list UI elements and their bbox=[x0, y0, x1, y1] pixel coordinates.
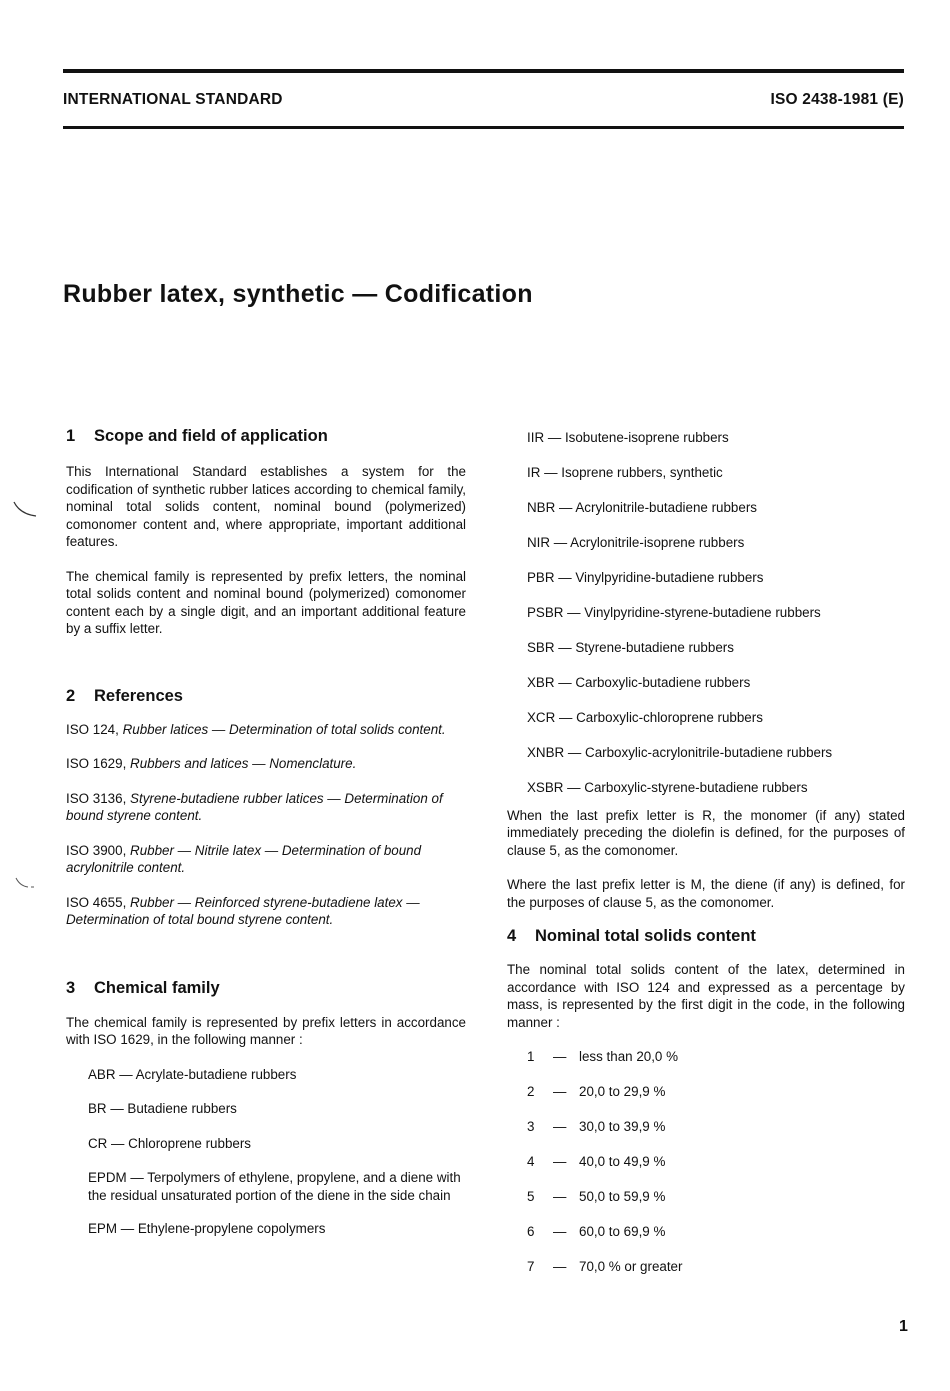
prefix-code-item: XNBR — Carboxylic-acrylonitrile-butadiene rubbers bbox=[527, 745, 833, 760]
reference-title: Styrene-butadiene rubber latices — Determination of bound styrene content. bbox=[66, 790, 443, 823]
prefix-code-item: XSBR — Carboxylic-styrene-butadiene rubbers bbox=[527, 780, 808, 795]
solids-range-item bbox=[507, 1188, 905, 1206]
prefix-code-item: ABR — Acrylate-butadiene rubbers bbox=[88, 1066, 297, 1082]
range-digit: 3 bbox=[527, 1119, 535, 1134]
prefix-note-r: When the last prefix letter is R, the monomer (if any) stated immediately preceding the diolefin is defined, for the purposes of clause 5, as the comonomer. bbox=[507, 807, 905, 858]
range-digit: 4 bbox=[527, 1154, 535, 1169]
reference-code: ISO 4655, bbox=[66, 894, 127, 910]
range-digit: 5 bbox=[527, 1189, 535, 1204]
prefix-code-item: EPDM — Terpolymers of ethylene, propylene, and a diene with the residual unsaturated portion of the diene in the side chain bbox=[88, 1170, 461, 1203]
range-text: 30,0 to 39,9 % bbox=[579, 1119, 666, 1134]
right-column bbox=[507, 429, 905, 1276]
section-4-heading bbox=[507, 925, 905, 947]
prefix-code-item: CR — Chloroprene rubbers bbox=[88, 1135, 251, 1151]
range-digit: 7 bbox=[527, 1259, 535, 1274]
section-title: References bbox=[94, 686, 183, 705]
prefix-code-item: XBR — Carboxylic-butadiene rubbers bbox=[527, 675, 751, 690]
prefix-code-item: XCR — Carboxylic-chloroprene rubbers bbox=[527, 710, 763, 725]
prefix-code-item: NIR — Acrylonitrile-isoprene rubbers bbox=[527, 535, 745, 550]
range-digit: 2 bbox=[527, 1084, 535, 1099]
reference-title: Rubber — Reinforced styrene-butadiene latex — Determination of total bound styrene content. bbox=[66, 894, 420, 927]
reference-item bbox=[66, 790, 466, 825]
reference-title: Rubbers and latices — Nomenclature. bbox=[130, 756, 357, 771]
range-dash: — bbox=[553, 1119, 567, 1134]
reference-code: ISO 3900, bbox=[66, 842, 127, 858]
prefix-code-item: NBR — Acrylonitrile-butadiene rubbers bbox=[527, 500, 757, 515]
prefix-code-item: EPM — Ethylene-propylene copolymers bbox=[88, 1221, 326, 1236]
solids-range-item bbox=[507, 1153, 905, 1171]
prefix-code-item: IR — Isoprene rubbers, synthetic bbox=[527, 465, 723, 480]
range-dash: — bbox=[553, 1259, 567, 1274]
reference-item bbox=[66, 755, 466, 773]
solids-range-item bbox=[507, 1258, 905, 1276]
prefix-code-item: SBR — Styrene-butadiene rubbers bbox=[527, 640, 734, 655]
solids-range-item bbox=[507, 1118, 905, 1136]
section-number: 1 bbox=[66, 427, 76, 445]
margin-scan-mark bbox=[12, 500, 38, 520]
reference-item bbox=[66, 721, 466, 739]
left-column bbox=[66, 424, 466, 1238]
prefix-note-m: Where the last prefix letter is M, the diene (if any) is defined, for the purposes of clause 5, as the comonomer. bbox=[507, 877, 905, 910]
section-number: 2 bbox=[66, 686, 76, 705]
range-text: 20,0 to 29,9 % bbox=[579, 1084, 666, 1099]
range-text: less than 20,0 % bbox=[579, 1049, 679, 1064]
reference-code: ISO 1629, bbox=[66, 756, 127, 771]
reference-title: Rubber — Nitrile latex — Determination of bound acrylonitrile content. bbox=[66, 842, 422, 875]
range-digit: 6 bbox=[527, 1224, 535, 1239]
solids-content-intro: The nominal total solids content of the latex, determined in accordance with ISO 124 and expressed as a percentage by mass, is represented by the first digit in the code, in the following manner : bbox=[507, 962, 905, 1030]
solids-range-item bbox=[507, 1048, 905, 1066]
section-2-heading bbox=[66, 685, 466, 707]
range-dash: — bbox=[553, 1189, 567, 1204]
section-title: Scope and field of application bbox=[94, 427, 328, 445]
section-3-heading bbox=[66, 977, 466, 999]
document-title: Rubber latex, synthetic — Codification bbox=[63, 280, 533, 308]
section-number: 3 bbox=[66, 978, 76, 997]
section-title: Nominal total solids content bbox=[535, 927, 756, 945]
reference-item bbox=[66, 894, 466, 929]
range-dash: — bbox=[553, 1084, 567, 1099]
range-dash: — bbox=[553, 1049, 567, 1064]
range-text: 50,0 to 59,9 % bbox=[579, 1189, 666, 1204]
reference-item bbox=[66, 842, 466, 877]
prefix-code-item: PBR — Vinylpyridine-butadiene rubbers bbox=[527, 570, 764, 585]
reference-code: ISO 3136, bbox=[66, 790, 127, 806]
section-1-heading bbox=[66, 425, 466, 447]
range-digit: 1 bbox=[527, 1049, 535, 1064]
range-dash: — bbox=[553, 1224, 567, 1239]
range-dash: — bbox=[553, 1154, 567, 1169]
prefix-code-item: IIR — Isobutene-isoprene rubbers bbox=[527, 430, 729, 445]
range-text: 70,0 % or greater bbox=[579, 1259, 683, 1274]
section-number: 4 bbox=[507, 927, 517, 945]
scope-paragraph-2: The chemical family is represented by prefix letters, the nominal total solids content and nominal bound (polymerized) comonomer content each by a single digit, and an important additional feature by a suffix letter. bbox=[66, 568, 466, 636]
header-top-rule bbox=[63, 69, 904, 73]
chemical-family-intro: The chemical family is represented by prefix letters in accordance with ISO 1629, in the following manner : bbox=[66, 1014, 466, 1047]
prefix-code-item: BR — Butadiene rubbers bbox=[88, 1101, 237, 1116]
header-standard-label: INTERNATIONAL STANDARD bbox=[63, 91, 283, 108]
margin-scan-mark bbox=[14, 876, 38, 890]
scope-paragraph-1: This International Standard establishes a system for the codification of synthetic rubber latices according to chemical family, nominal total solids content, nominal bound (polymerized) comonomer content and, where appropriate, important additional features. bbox=[66, 464, 466, 549]
solids-range-item bbox=[507, 1223, 905, 1241]
header-bottom-rule bbox=[63, 126, 904, 129]
range-text: 40,0 to 49,9 % bbox=[579, 1154, 666, 1169]
solids-range-item bbox=[507, 1083, 905, 1101]
reference-title: Rubber latices — Determination of total solids content. bbox=[122, 721, 446, 737]
section-title: Chemical family bbox=[94, 978, 220, 997]
header-standard-number: ISO 2438-1981 (E) bbox=[770, 91, 904, 108]
reference-code: ISO 124, bbox=[66, 721, 119, 737]
prefix-code-item: PSBR — Vinylpyridine-styrene-butadiene rubbers bbox=[527, 605, 821, 620]
range-text: 60,0 to 69,9 % bbox=[579, 1224, 666, 1239]
page-number: 1 bbox=[899, 1318, 908, 1335]
